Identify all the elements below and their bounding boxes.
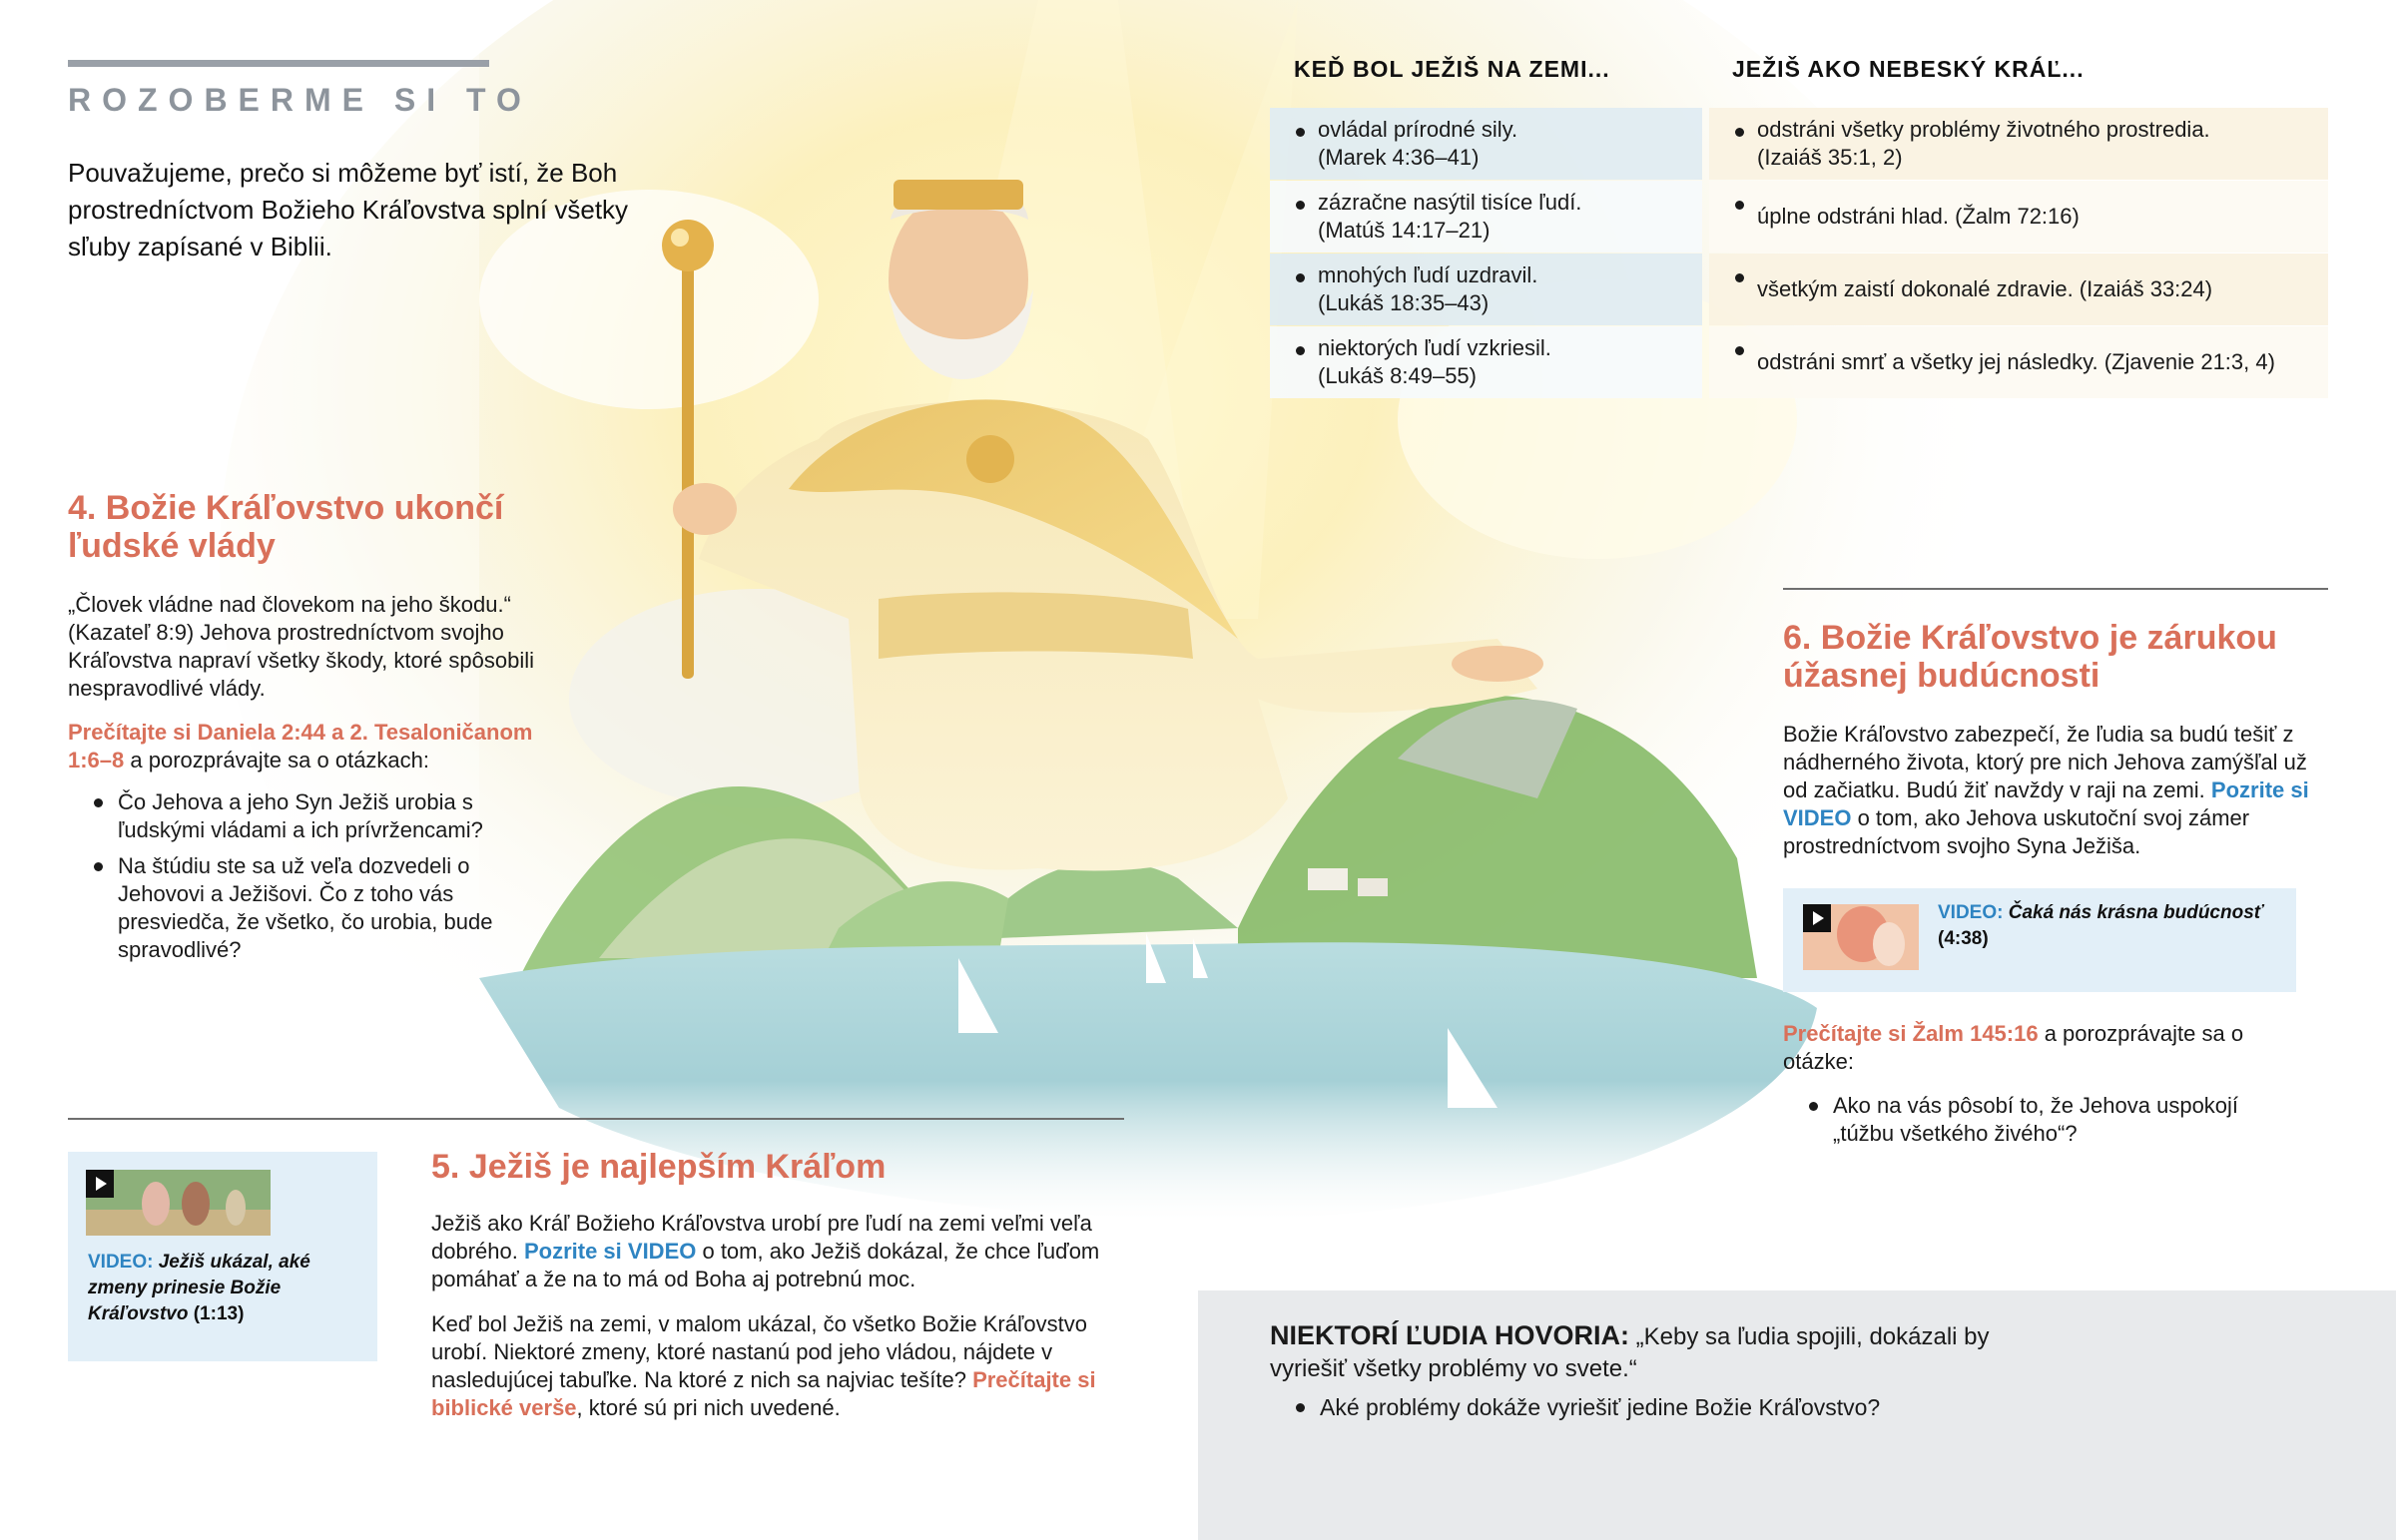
video-label: VIDEO: [88,1252,154,1273]
section6-read [1783,1020,2302,1076]
section6-read-link[interactable]: Prečítajte si Žalm 145:16 [1783,1021,2039,1046]
video-caption [1938,900,2277,952]
section6-questions [1805,1092,2264,1148]
cell-text: všetkým zaistí dokonalé zdravie. (Izaiáš 33:24) [1757,276,2213,301]
table-cell-right [1709,254,2328,325]
cell-text: niektorých ľudí vzkriesil. [1318,335,1551,360]
video-thumbnail[interactable] [1803,904,1919,970]
section5-video-card[interactable] [68,1152,377,1361]
section6-heading-line2: úžasnej budúcnosti [1783,657,2100,695]
list-item: Čo Jehova a jeho Syn Ježiš urobia s ľudskými vládami a ich prívržencami? [90,788,539,844]
header-rule [68,60,489,67]
cell-text: mnohých ľudí uzdravil. [1318,262,1538,287]
section5-paragraph1 [431,1210,1120,1293]
table-cell-left [1270,181,1702,253]
some-people-say-question [1292,1393,2091,1421]
section4-paragraph: „Človek vládne nad človekom na jeho škodu.“ (Kazateľ 8:9) Jehova prostredníctvom svojho Kráľovstva napraví všetky škody, ktoré spôsobili nespravodlivé vlády. [68,592,534,701]
read-verses-link[interactable]: Prečítajte si biblické verše [431,1367,1096,1420]
some-people-say-text [1270,1319,2069,1385]
table-cell-left [1270,108,1702,180]
section5-rule [68,1118,1124,1120]
table-cell-right [1709,181,2328,253]
text: Božie Kráľovstvo zabezpečí, že ľudia sa budú tešiť z nádherného života, ktorý pre nich Jehova zamýšľal už od začiatku. Budú žiť navždy v raji na zemi. [1783,722,2307,802]
list-item: Aké problémy dokáže vyriešiť jedine Božie Kráľovstvo? [1292,1393,2091,1421]
section4-heading-line1: 4. Božie Kráľovstvo ukončí [68,489,504,527]
table-cell-left [1270,254,1702,325]
cell-ref: (Matúš 14:17–21) [1318,218,1491,243]
section6-heading-line1: 6. Božie Kráľovstvo je zárukou [1783,619,2277,657]
section5-heading: 5. Ježiš je najlepším Kráľom [431,1148,887,1186]
list-item: Na štúdiu ste sa už veľa dozvedeli o Jehovovi a Ježišovi. Čo z toho vás presviedča, že všetko, čo urobia, bude spravodlivé? [90,852,539,964]
section6-video-card[interactable] [1783,888,2296,992]
cell-ref: (Lukáš 18:35–43) [1318,290,1490,315]
section4-heading-line2: ľudské vlády [68,527,276,565]
text: , ktoré sú pri nich uvedené. [576,1395,841,1420]
table-cell-right [1709,326,2328,398]
cell-text: zázračne nasýtil tisíce ľudí. [1318,190,1582,215]
section4-read-link[interactable]: Prečítajte si Daniela 2:44 a 2. Tesaloničanom 1:6–8 [68,720,533,772]
video-duration: (1:13) [193,1303,245,1324]
section6-rule [1783,588,2328,590]
cell-text: úplne odstráni hlad. (Žalm 72:16) [1757,204,2080,229]
video-label: VIDEO: [1938,902,2004,923]
text: Ježiš ako Kráľ Božieho Kráľovstva urobí pre ľudí na zemi veľmi veľa dobrého. [431,1211,1092,1264]
section4-questions [90,788,539,964]
cell-ref: (Izaiáš 35:1, 2) [1757,145,1903,170]
video-title[interactable]: Čaká nás krásna budúcnosť [2008,902,2263,923]
table-header-right: JEŽIŠ AKO NEBESKÝ KRÁĽ... [1732,56,2085,82]
cell-ref: (Marek 4:36–41) [1318,145,1480,170]
text: o tom, ako Jehova uskutoční svoj zámer prostredníctvom svojho Syna Ježiša. [1783,805,2250,858]
table-cell-right [1709,108,2328,180]
section6-heading [1783,619,2342,695]
text: Keď bol Ježiš na zemi, v malom ukázal, čo všetko Božie Kráľovstvo urobí. Niektoré zmeny, ktoré nastanú pod jeho vládou, nájdete v nasledujúcej tabuľke. Na ktoré z nich sa najviac tešíte? [431,1311,1087,1392]
list-item: Ako na vás pôsobí to, že Jehova uspokojí „túžbu všetkého živého“? [1805,1092,2264,1148]
text: o tom, ako Ježiš dokázal, že chce ľuďom pomáhať a že na to má od Boha aj potrebnú moc. [431,1239,1100,1291]
section5-paragraph2 [431,1310,1130,1422]
intro-text: Pouvažujeme, prečo si môžeme byť istí, že Boh prostredníctvom Božieho Kráľovstva splní všetky sľuby zapísané v Biblii. [68,158,629,261]
video-thumbnail[interactable] [86,1170,271,1236]
table-header-left: KEĎ BOL JEŽIŠ NA ZEMI... [1294,56,1610,82]
video-duration: (4:38) [1938,928,1989,949]
cell-text: ovládal prírodné sily. [1318,117,1518,142]
section6-paragraph [1783,721,2332,860]
cell-text: odstráni všetky problémy životného prostredia. [1757,117,2210,142]
play-icon[interactable] [1803,904,1831,932]
some-people-say-quote: „Keby sa ľudia spojili, dokázali by vyriešiť všetky problémy vo svete.“ [1270,1323,1990,1382]
page-title: ROZOBERME SI TO [68,82,532,118]
cell-ref: (Lukáš 8:49–55) [1318,363,1477,388]
table-cell-left [1270,326,1702,398]
watch-video-link[interactable]: Pozrite si VIDEO [523,1239,697,1264]
watch-video-link[interactable]: Pozrite si VIDEO [1783,777,2309,830]
section4-read-rest: a porozprávajte sa o otázkach: [124,748,430,772]
section4-heading [68,489,627,565]
section6-read-rest: a porozprávajte sa o otázke: [1783,1021,2244,1074]
cell-text: odstráni smrť a všetky jej následky. (Zjavenie 21:3, 4) [1757,349,2275,374]
video-title[interactable]: Ježiš ukázal, aké zmeny prinesie Božie Kráľovstvo [88,1252,310,1324]
video-caption [88,1250,347,1327]
play-icon[interactable] [86,1170,114,1198]
section4-read [68,719,567,774]
some-people-say-label: NIEKTORÍ ĽUDIA HOVORIA: [1270,1320,1630,1350]
